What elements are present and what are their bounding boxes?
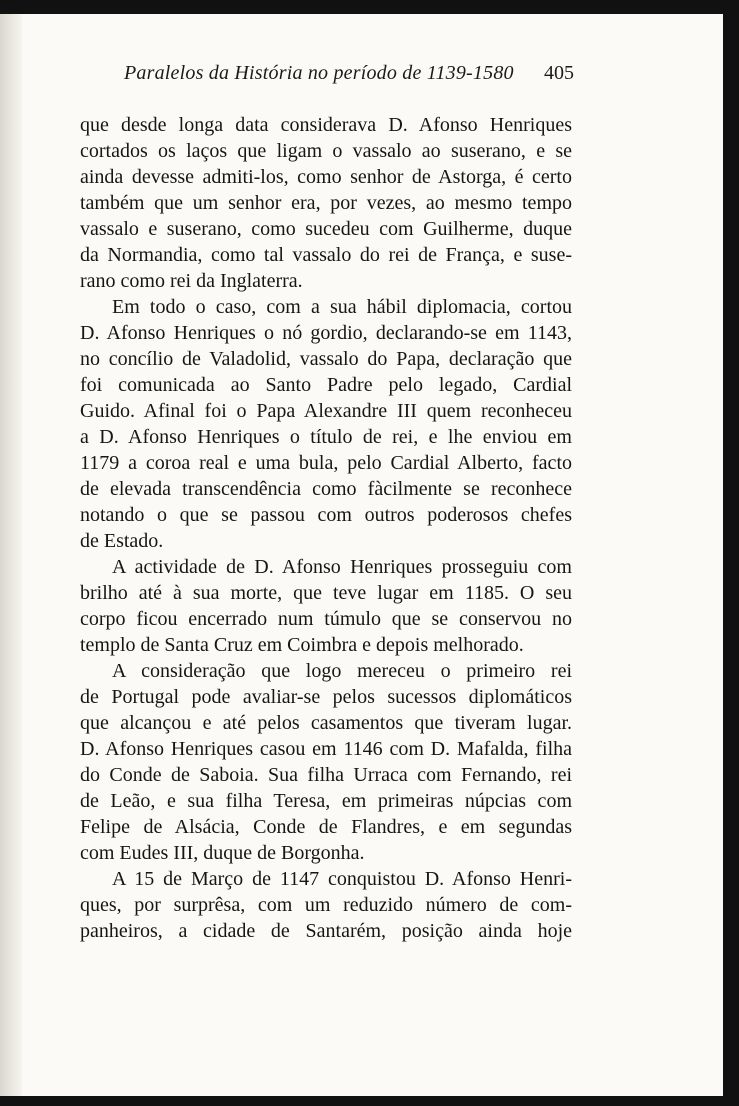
text-line: que alcançou e até pelos casamentos que tiveram lugar. — [80, 712, 572, 734]
text-line: também que um senhor era, por vezes, ao mesmo tempo — [80, 192, 572, 214]
text-line: Felipe de Alsácia, Conde de Flandres, e em segundas — [80, 816, 572, 838]
text-line: de Estado. — [80, 530, 164, 552]
text-line: a D. Afonso Henriques o título de rei, e lhe enviou em — [80, 426, 572, 448]
top-border — [0, 0, 739, 14]
text-line: do Conde de Saboia. Sua filha Urraca com Fernando, rei — [80, 764, 572, 786]
text-line: 1179 a coroa real e uma bula, pelo Cardial Alberto, facto — [80, 452, 572, 474]
body-text — [80, 112, 572, 944]
text-line: brilho até à sua morte, que teve lugar em 1185. O seu — [80, 582, 572, 604]
paragraph-2 — [80, 294, 572, 554]
text-line: A consideração que logo mereceu o primeiro rei — [112, 660, 572, 682]
text-line: Em todo o caso, com a sua hábil diplomacia, cortou — [112, 296, 572, 318]
paragraph-4 — [80, 658, 572, 866]
paragraph-3 — [80, 554, 572, 658]
text-line: panheiros, a cidade de Santarém, posição ainda hoje — [80, 920, 572, 942]
text-line: corpo ficou encerrado num túmulo que se conservou no — [80, 608, 572, 630]
text-line: com Eudes III, duque de Borgonha. — [80, 842, 365, 864]
text-line: foi comunicada ao Santo Padre pelo legado, Cardial — [80, 374, 572, 396]
paragraph-5 — [80, 866, 572, 944]
text-line: Guido. Afinal foi o Papa Alexandre III quem reconheceu — [80, 400, 572, 422]
text-line: de Leão, e sua filha Teresa, em primeiras núpcias com — [80, 790, 572, 812]
text-line: A actividade de D. Afonso Henriques prosseguiu com — [112, 556, 572, 578]
text-line: templo de Santa Cruz em Coimbra e depois melhorado. — [80, 634, 524, 656]
paragraph-1 — [80, 112, 572, 294]
text-line: A 15 de Março de 1147 conquistou D. Afonso Henri- — [112, 868, 572, 890]
text-line: notando o que se passou com outros poderosos chefes — [80, 504, 572, 526]
text-line: de Portugal pode avaliar-se pelos sucessos diplomáticos — [80, 686, 572, 708]
page-number: 405 — [544, 62, 574, 84]
text-line: ainda devesse admiti-los, como senhor de Astorga, é certo — [80, 166, 572, 188]
text-line: ques, por surprêsa, com um reduzido número de com- — [80, 894, 572, 916]
text-line: de elevada transcendência como fàcilmente se reconhece — [80, 478, 572, 500]
text-line: D. Afonso Henriques casou em 1146 com D. Mafalda, filha — [80, 738, 572, 760]
text-line: D. Afonso Henriques o nó gordio, declarando-se em 1143, — [80, 322, 572, 344]
text-line: cortados os laços que ligam o vassalo ao suserano, e se — [80, 140, 572, 162]
text-line: no concílio de Valadolid, vassalo do Papa, declaração que — [80, 348, 572, 370]
text-line: vassalo e suserano, como sucedeu com Guilherme, duque — [80, 218, 572, 240]
bottom-border — [0, 1096, 739, 1106]
text-line: que desde longa data considerava D. Afonso Henriques — [80, 114, 572, 136]
text-line: rano como rei da Inglaterra. — [80, 270, 303, 292]
right-border — [723, 0, 739, 1106]
text-line: da Normandia, como tal vassalo do rei de França, e suse- — [80, 244, 572, 266]
running-title: Paralelos da História no período de 1139-1580 — [124, 62, 514, 84]
left-margin-shadow — [0, 0, 22, 1106]
